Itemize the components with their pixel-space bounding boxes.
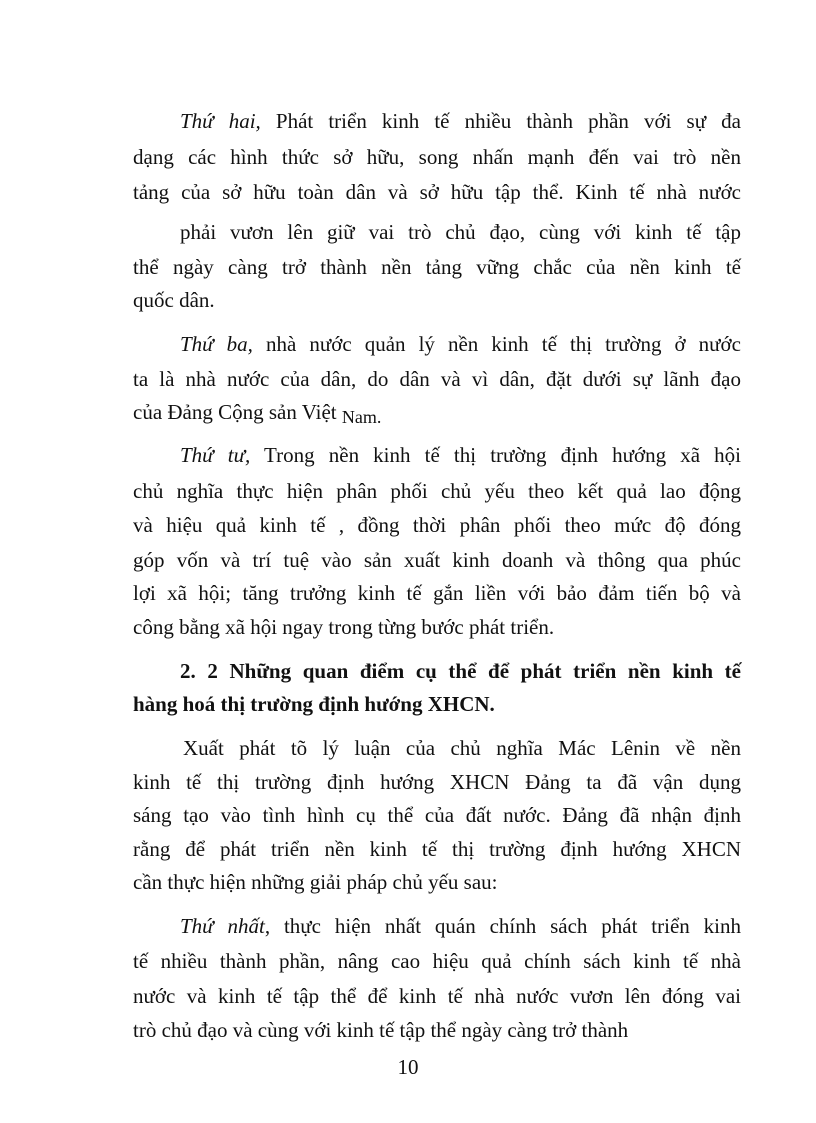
paragraph-thu-hai-line-3: tảng của sở hữu toàn dân và sở hữu tập thể. Kinh tế nhà nước: [133, 180, 741, 204]
paragraph-thu-tu-line-4: góp vốn và trí tuệ vào sản xuất kinh doanh và thông qua phúc: [133, 548, 741, 572]
paragraph-thu-tu-line-1: Thứ tư, Trong nền kinh tế thị trường định hướng xã hội: [180, 443, 741, 467]
paragraph-thu-hai-line-1: Thứ hai, Phát triển kinh tế nhiều thành phần với sự đa: [180, 109, 741, 133]
paragraph-thu-ba-line-2: ta là nhà nước của dân, do dân và vì dân, đặt dưới sự lãnh đạo: [133, 367, 741, 391]
subscript-text: Nam.: [341, 407, 382, 427]
paragraph-thu-ba-line-1: Thứ ba, nhà nước quản lý nền kinh tế thị trường ở nước: [180, 332, 741, 356]
section-heading-line-2: hàng hoá thị trường định hướng XHCN.: [133, 692, 495, 716]
paragraph-thu-tu-line-6: công bằng xã hội ngay trong từng bước phát triển.: [133, 615, 555, 639]
paragraph-thu-hai-line-2: dạng các hình thức sở hữu, song nhấn mạnh đến vai trò nền: [133, 145, 741, 169]
paragraph-thu-nhat-line-4: trò chủ đạo và cùng với kinh tế tập thể ngày càng trở thành: [133, 1018, 629, 1042]
paragraph-thu-tu-line-2: chủ nghĩa thực hiện phân phối chủ yếu theo kết quả lao động: [133, 479, 741, 503]
paragraph-thu-nhat-line-3: nước và kinh tế tập thể để kinh tế nhà nước vươn lên đóng vai: [133, 984, 741, 1008]
paragraph-thu-hai-line-6: quốc dân.: [133, 288, 215, 312]
paragraph-xuat-phat-line-2: kinh tế thị trường định hướng XHCN Đảng ta đã vận dụng: [133, 770, 741, 794]
paragraph-xuat-phat-line-1: Xuất phát tõ lý luận của chủ nghĩa Mác Lênin về nền: [183, 736, 741, 760]
paragraph-xuat-phat-line-3: sáng tạo vào tình hình cụ thể của đất nước. Đảng đã nhận định: [133, 803, 741, 827]
paragraph-thu-nhat-line-1: Thứ nhất, thực hiện nhất quán chính sách phát triển kinh: [180, 914, 741, 938]
page-number: 10: [397, 1055, 419, 1079]
paragraph-thu-ba-line-3: của Đảng Cộng sản Việt Nam.: [133, 400, 382, 427]
paragraph-thu-hai-line-5: thể ngày càng trở thành nền tảng vững chắc của nền kinh tế: [133, 255, 741, 279]
paragraph-lead: Thứ tư,: [180, 443, 251, 467]
paragraph-thu-tu-line-3: và hiệu quả kinh tế , đồng thời phân phối theo mức độ đóng: [133, 513, 741, 537]
paragraph-thu-nhat-line-2: tế nhiều thành phần, nâng cao hiệu quả chính sách kinh tế nhà: [133, 949, 741, 973]
paragraph-lead: Thứ hai,: [180, 109, 261, 133]
paragraph-xuat-phat-line-4: rằng để phát triển nền kinh tế thị trường định hướng XHCN: [133, 837, 741, 861]
section-heading-line-1: 2. 2 Những quan điểm cụ thể để phát triển nền kinh tế: [180, 659, 741, 683]
paragraph-xuat-phat-line-5: cần thực hiện những giải pháp chủ yếu sau:: [133, 870, 498, 894]
paragraph-thu-tu-line-5: lợi xã hội; tăng trưởng kinh tế gắn liền với bảo đảm tiến bộ và: [133, 581, 741, 605]
paragraph-thu-hai-line-4: phải vươn lên giữ vai trò chủ đạo, cùng với kinh tế tập: [180, 220, 741, 244]
paragraph-lead: Thứ ba,: [180, 332, 253, 356]
paragraph-lead: Thứ nhất: [180, 914, 265, 938]
